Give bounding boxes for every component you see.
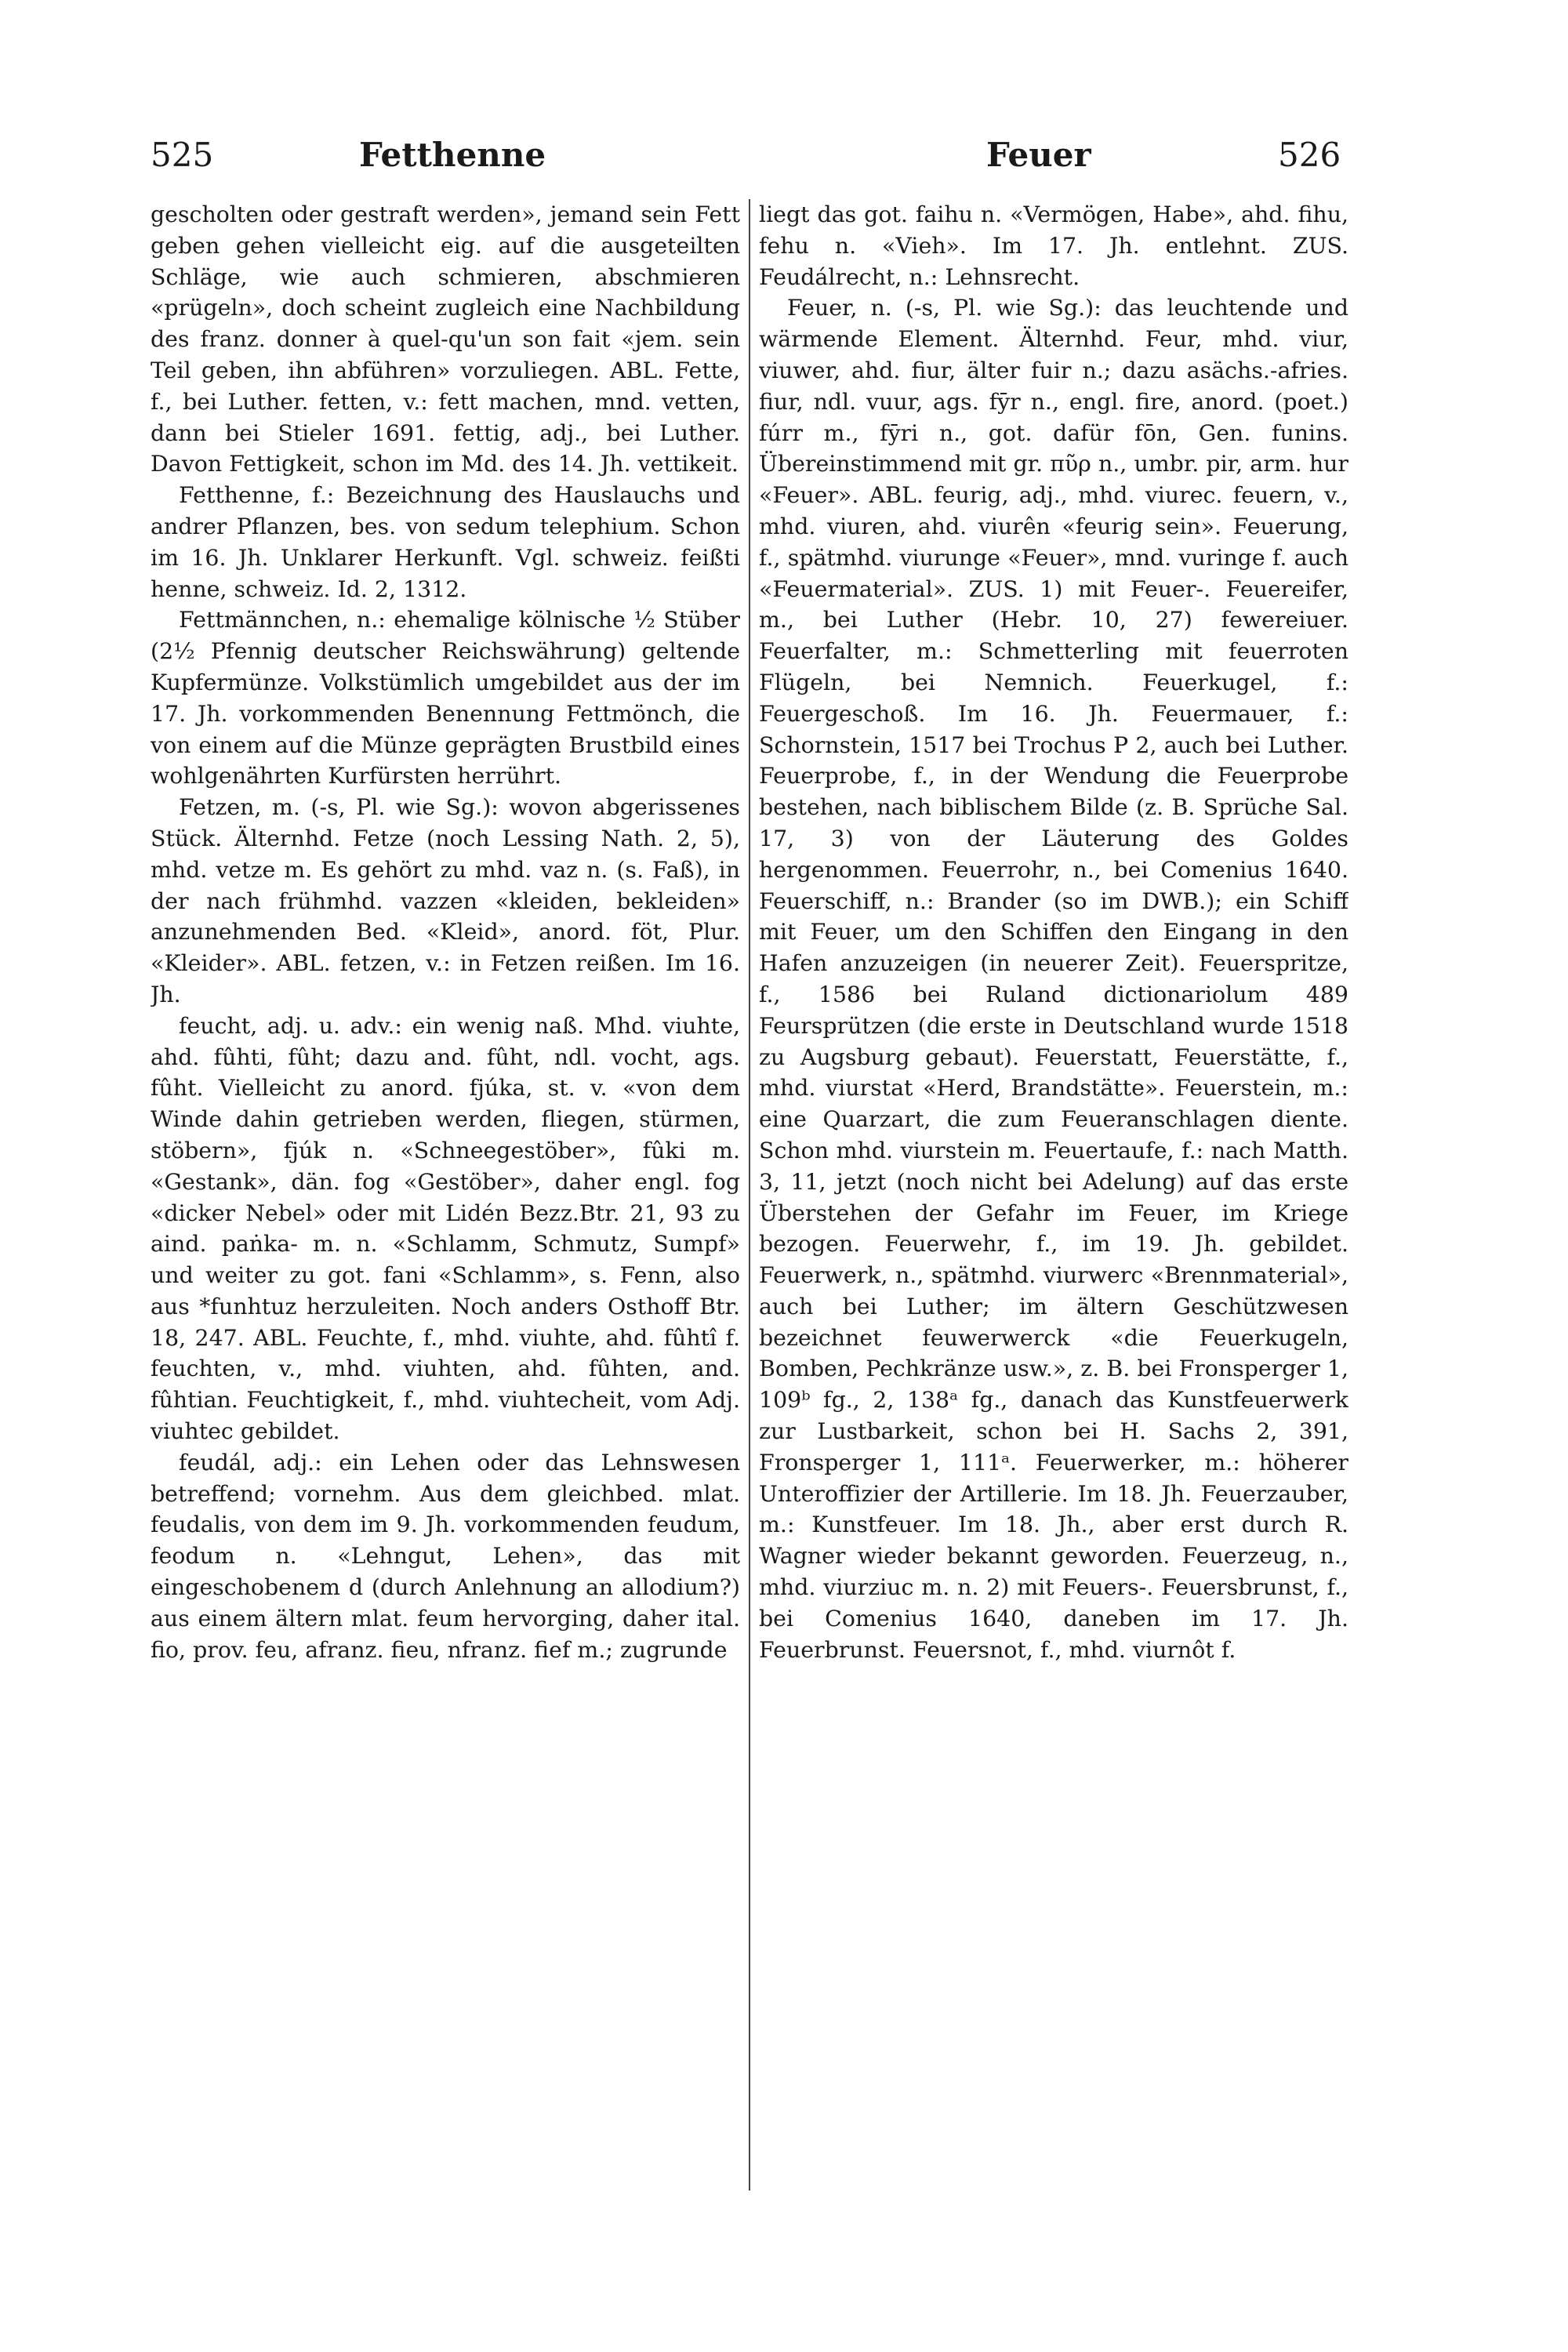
headword-left: Fetthenne: [359, 136, 546, 174]
page-number-left: 525: [151, 136, 214, 174]
right-column: [759, 199, 1348, 2316]
entry-fetthenne: Fetthenne, f.: Bezeichnung des Hauslauchs und andrer Pflanzen, bes. von sedum telephium. Schon im 16. Jh. Unklarer Herkunft. Vgl. schweiz. feißti henne, schweiz. Id. 2, 1312.: [151, 482, 740, 602]
entry-feuer: Feuer, n. (-s, Pl. wie Sg.): das leuchtende und wärmende Element. Älternhd. Feur, mhd. viur, viuwer, ahd. fiur, älter fuir n.; dazu asächs.-afries. fiur, ndl. vuur, ags. fȳr n., engl. fire, anord. (poet.) fúrr m., fȳri n., got. dafür fōn, Gen. funins. Übereinstimmend mit gr. πῦρ n., umbr. pir, arm. hur «Feuer». ABL. feurig, adj., mhd. viurec. feuern, v., mhd. viuren, ahd. viurên «feurig sein». Feuerung, f., spätmhd. viurunge «Feuer», mnd. vuringe f. auch «Feuermaterial». ZUS. 1) mit Feuer-. Feuereifer, m., bei Luther (Hebr. 10, 27) fewereiuer. Feuerfalter, m.: Schmetterling mit feuerroten Flügeln, bei Nemnich. Feuerkugel, f.: Feuergeschoß. Im 16. Jh. Feuermauer, f.: Schornstein, 1517 bei Trochus P 2, auch bei Luther. Feuerprobe, f., in der Wendung die Feuerprobe bestehen, nach biblischem Bilde (z. B. Sprüche Sal. 17, 3) von der Läuterung des Goldes hergenommen. Feuerrohr, n., bei Comenius 1640. Feuerschiff, n.: Brander (so im DWB.); ein Schiff mit Feuer, um den Schiffen den Eingang in den Hafen anzuzeigen (in neuerer Zeit). Feuerspritze, f., 1586 bei Ruland dictionariolum 489 Feursprützen (die erste in Deutschland wurde 1518 zu Augsburg gebaut). Feuerstatt, Feuerstätte, f., mhd. viurstat «Herd, Brandstätte». Feuerstein, m.: eine Quarzart, die zum Feueranschlagen diente. Schon mhd. viurstein m. Feuertaufe, f.: nach Matth. 3, 11, jetzt (noch nicht bei Adelung) auf das erste Überstehen der Gefahr im Feuer, im Kriege bezogen. Feuerwehr, f., im 19. Jh. gebildet. Feuerwerk, n., spätmhd. viurwerc «Brennmaterial», auch bei Luther; im ältern Geschützwesen bezeichnet feuwerwerck «die Feuerkugeln, Bomben, Pechkränze usw.», z. B. bei Fronsperger 1, 109ᵇ fg., 2, 138ᵃ fg., danach das Kunstfeuerwerk zur Lustbarkeit, schon bei H. Sachs 2, 391, Fronsperger 1, 111ᵃ. Feuerwerker, m.: höherer Unteroffizier der Artillerie. Im 18. Jh. Feuerzauber, m.: Kunstfeuer. Im 18. Jh., aber erst durch R. Wagner wieder bekannt geworden. Feuerzeug, n., mhd. viurziuc m. n. 2) mit Feuers-. Feuersbrunst, f., bei Comenius 1640, daneben im 17. Jh. Feuerbrunst. Feuersnot, f., mhd. viurnôt f.: [759, 295, 1348, 1663]
entry-feudal: feudál, adj.: ein Lehen oder das Lehnswesen betreffend; vornehm. Aus dem gleichbed. mlat. feudalis, von dem im 9. Jh. vorkommenden feudum, feodum n. «Lehngut, Lehen», das mit eingeschobenem d (durch Anlehnung an allodium?) aus einem ältern mlat. feum hervorging, daher ital. fio, prov. feu, afranz. fieu, nfranz. fief m.; zugrunde: [151, 1449, 740, 1663]
entry-continuation: gescholten oder gestraft werden», jemand sein Fett geben gehen vielleicht eig. auf die ausgeteilten Schläge, wie auch schmieren, abschmieren «prügeln», doch scheint zugleich eine Nachbildung des franz. donner à quel-qu'un son fait «jem. sein Teil geben, ihn abführen» vorzuliegen. ABL. Fette, f., bei Luther. fetten, v.: fett machen, mnd. vetten, dann bei Stieler 1691. fettig, adj., bei Luther. Davon Fettigkeit, schon im Md. des 14. Jh. vettikeit.: [151, 201, 740, 477]
headword-right: Feuer: [986, 136, 1091, 174]
page-number-right: 526: [1278, 136, 1341, 174]
entry-fettmaennchen: Fettmännchen, n.: ehemalige kölnische ½ Stüber (2½ Pfennig deutscher Reichswährung) geltende Kupfermünze. Volkstümlich umgebildet aus der im 17. Jh. vorkommenden Benennung Fettmönch, die von einem auf die Münze geprägten Brustbild eines wohlgenährten Kurfürsten herrührt.: [151, 607, 740, 789]
entry-fetzen: Fetzen, m. (-s, Pl. wie Sg.): wovon abgerissenes Stück. Älternhd. Fetze (noch Lessing Nath. 2, 5), mhd. vetze m. Es gehört zu mhd. vaz n. (s. Faß), in der nach frühmhd. vazzen «kleiden, bekleiden» anzunehmenden Bed. «Kleid», anord. föt, Plur. «Kleider». ABL. fetzen, v.: in Fetzen reißen. Im 16. Jh.: [151, 794, 740, 1007]
left-column: [151, 199, 740, 2316]
entry-feucht: feucht, adj. u. adv.: ein wenig naß. Mhd. viuhte, ahd. fûhti, fûht; dazu and. fûht, ndl. vocht, ags. fûht. Vielleicht zu anord. fjúka, st. v. «von dem Winde dahin getrieben werden, fliegen, stürmen, stöbern», fjúk n. «Schneegestöber», fûki m. «Gestank», dän. fog «Gestöber», daher engl. fog «dicker Nebel» oder mit Lidén Bezz.Btr. 21, 93 zu aind. paṅka- m. n. «Schlamm, Schmutz, Sumpf» und weiter zu got. fani «Schlamm», s. Fenn, also aus *funhtuz herzuleiten. Noch anders Osthoff Btr. 18, 247. ABL. Feuchte, f., mhd. viuhte, ahd. fûhtî f. feuchten, v., mhd. viuhten, ahd. fûhten, and. fûhtian. Feuchtigkeit, f., mhd. viuhtecheit, vom Adj. viuhtec gebildet.: [151, 1012, 740, 1445]
entry-feudal-continuation: liegt das got. faihu n. «Vermögen, Habe», ahd. fihu, fehu n. «Vieh». Im 17. Jh. entlehnt. ZUS. Feudálrecht, n.: Lehnsrecht.: [759, 201, 1348, 290]
column-divider: [749, 199, 750, 2190]
running-header: [0, 132, 1568, 179]
